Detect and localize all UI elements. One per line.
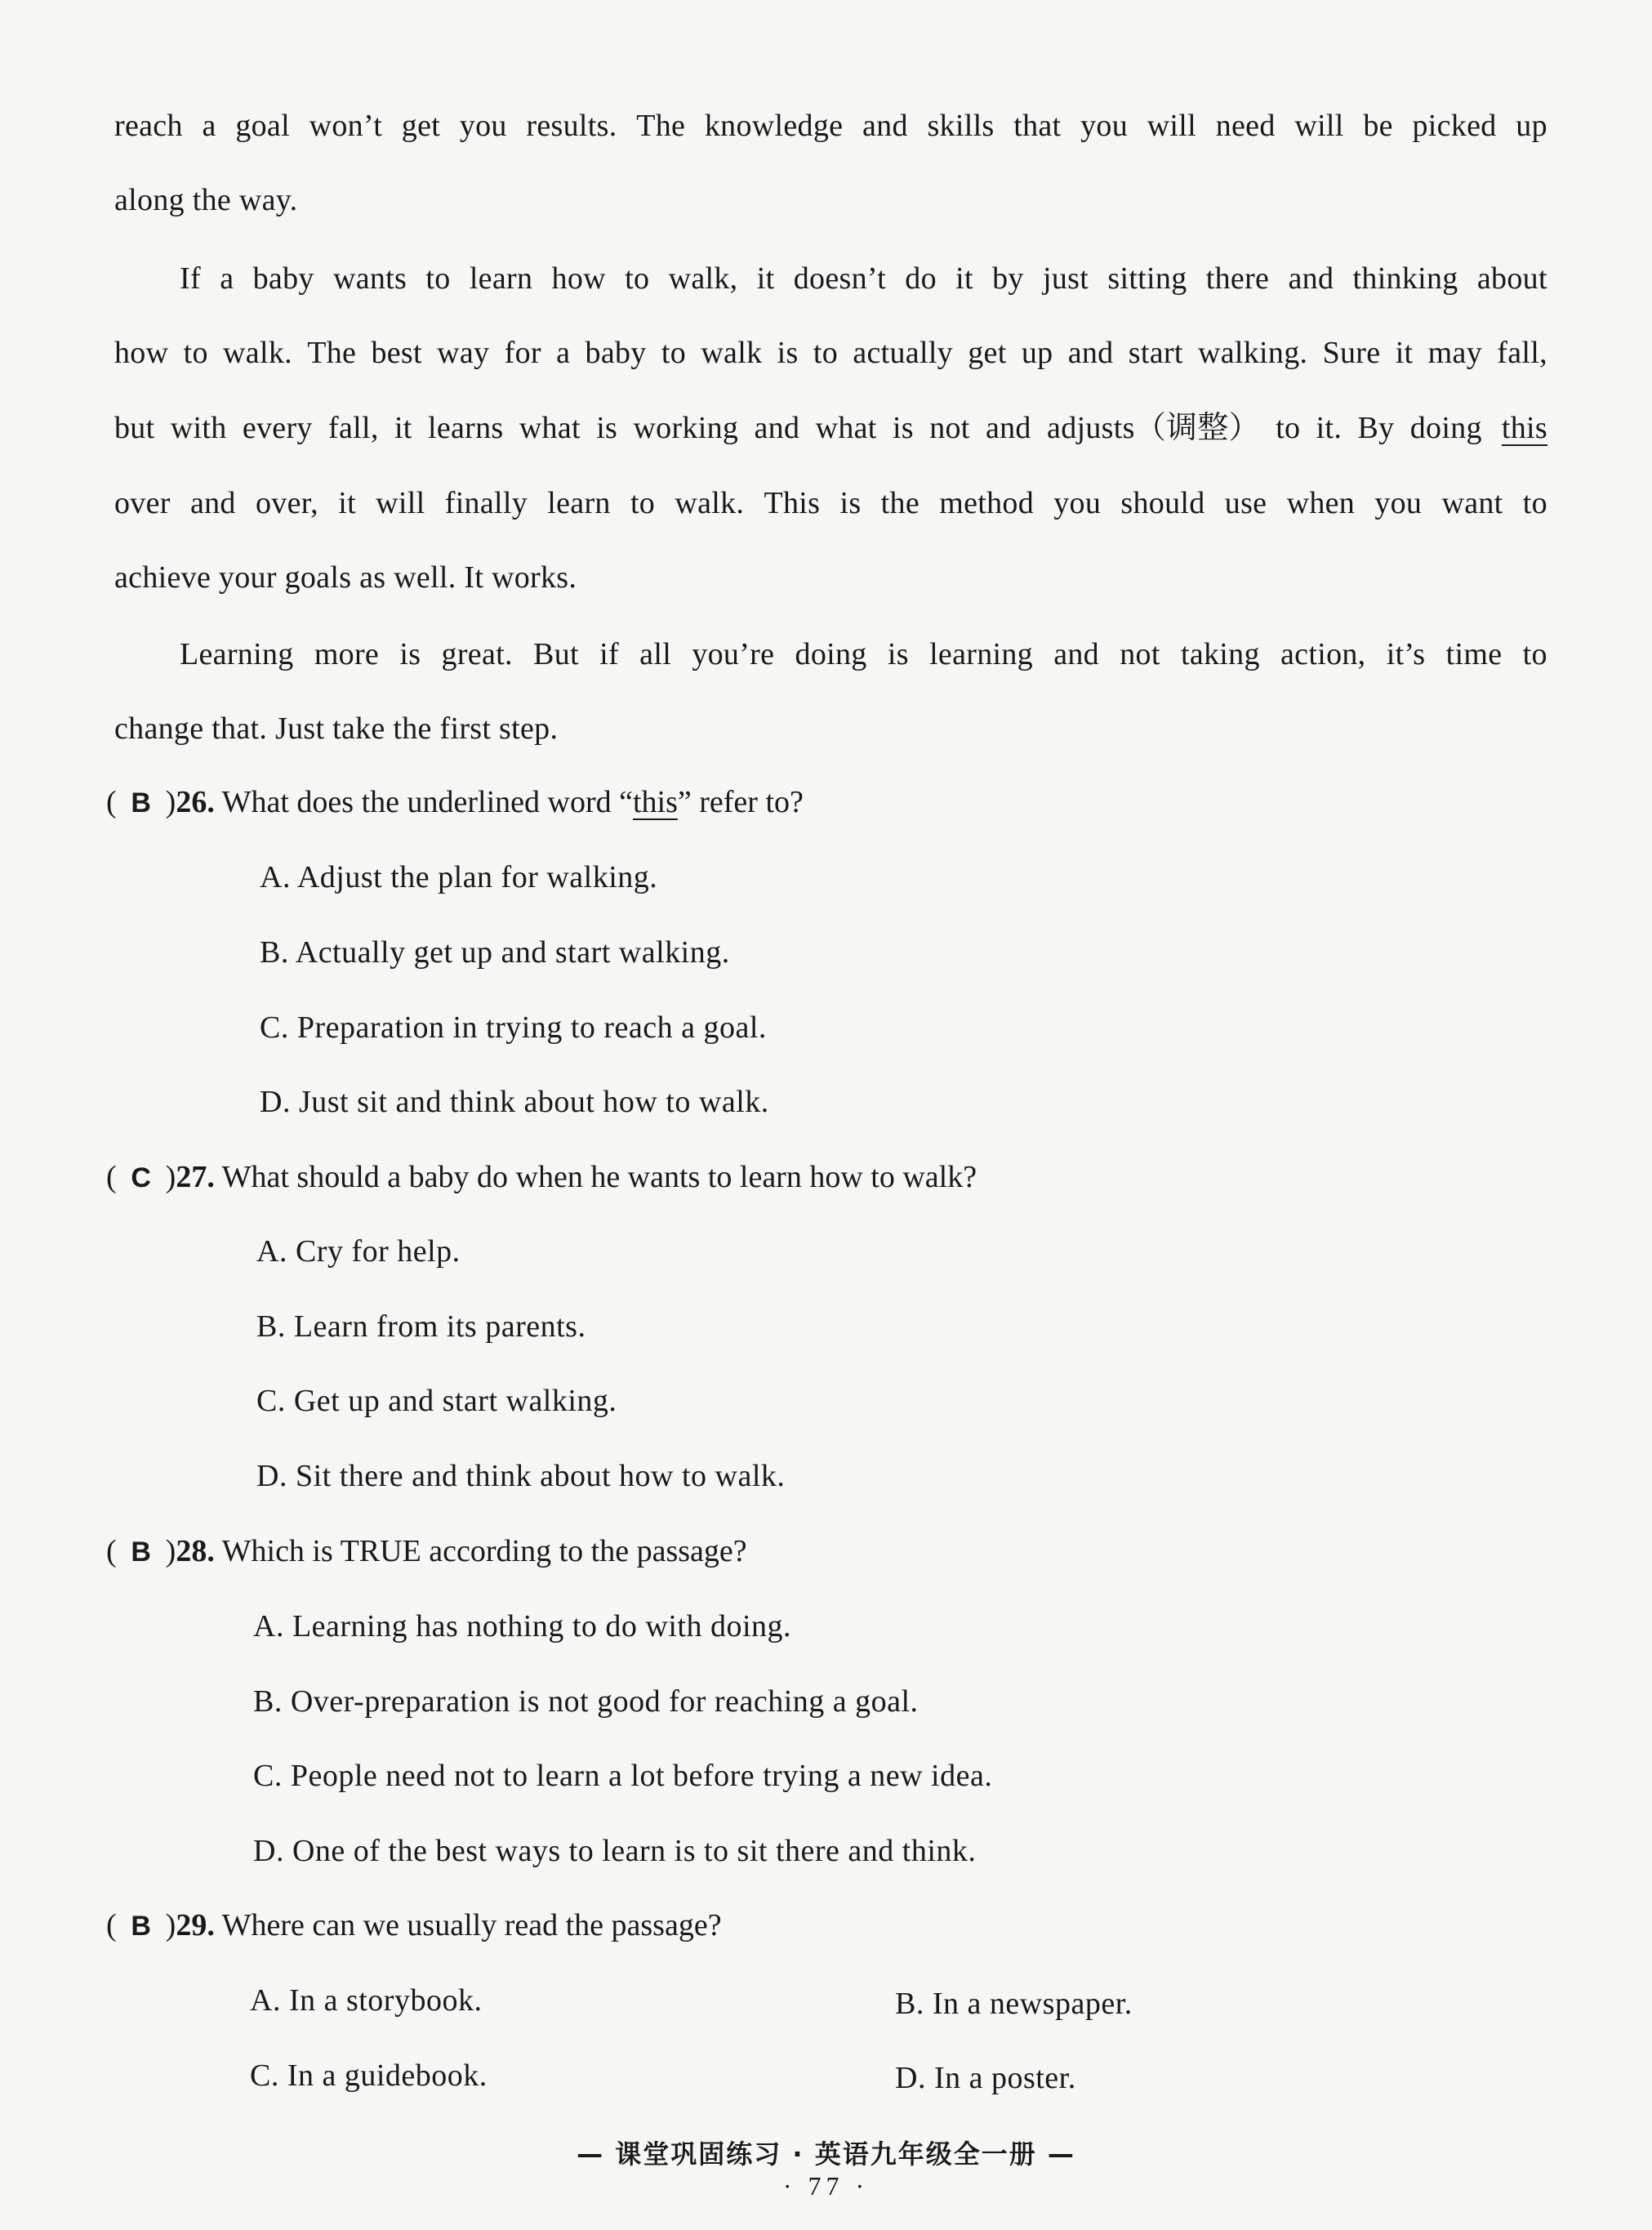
passage-word: over, [255,486,318,520]
passage-word: over [114,486,171,520]
passage-word: doesn’t [793,261,886,296]
passage-word: be [1363,109,1393,143]
passage-word: a [202,109,216,143]
passage-word: to [1522,637,1547,671]
passage-word: baby [585,336,647,370]
option-26-d: D. Just sit and think about how to walk. [260,1085,769,1119]
passage-word: to [1522,486,1547,520]
passage-word: it [1395,336,1414,370]
passage-word: to [630,486,656,520]
passage-word: you [1374,486,1423,520]
passage-word: is [892,411,914,445]
passage-word: walk, [668,261,738,296]
passage-word: need [1215,109,1276,143]
passage-line-1 [114,110,1547,141]
passage-word: when [1286,486,1356,520]
passage-word: baby [252,261,314,296]
passage-word: By [1357,411,1395,445]
passage-word: sitting [1107,261,1187,296]
passage-word: it’s [1386,637,1426,671]
passage-word: way [437,336,490,370]
question-27: ( C )27. What should a baby do when he wants to learn how to walk? [106,1160,977,1194]
passage-word: if [599,637,619,671]
answer-27: C [131,1162,151,1193]
option-29-d: D. In a poster. [895,2061,1076,2095]
passage-word: picked [1412,109,1497,143]
passage-word: Sure [1322,336,1381,370]
question-26-stem-part2: ” refer to? [677,785,804,819]
passage-word: fall, [328,411,379,445]
passage-word: wants [332,261,407,296]
page-number: · 77 · [782,2171,870,2201]
passage-word: get [401,109,441,143]
passage-word: will [1147,109,1197,143]
passage-word: about [1476,261,1547,296]
question-28-number: 28. [176,1534,215,1568]
passage-word: great. [441,637,513,671]
passage-word: to [661,336,687,370]
option-28-b: B. Over-preparation is not good for reaching a goal. [253,1684,919,1719]
answer-28: B [131,1536,151,1568]
passage-word: to [183,336,208,370]
passage-word: learning [929,637,1033,671]
passage-word: goal [235,109,290,143]
passage-line-4 [114,337,1547,368]
question-26-stem-part1: What does the underlined word “ [221,785,633,819]
passage-word: thinking [1352,261,1458,296]
passage-word: may [1427,336,1482,370]
passage-word: a [220,261,234,296]
question-26: ( B )26. What does the underlined word “this” refer to? [106,785,804,819]
passage-word: If [180,261,201,296]
passage-word: use [1224,486,1267,520]
passage-word: working [633,411,739,445]
passage-word: is [596,411,618,445]
passage-line-9: change that. Just take the first step. [114,711,559,746]
passage-word: adjusts（调整） [1047,411,1260,445]
passage-line-3 [180,263,1547,294]
underlined-word-this: this [1501,411,1547,445]
passage-word: and [189,486,236,520]
passage-word: with [170,411,227,445]
passage-word: start [1128,336,1183,370]
passage-word: by [992,261,1024,296]
question-28: ( B )28. Which is TRUE according to the passage? [106,1534,747,1568]
passage-word: all [639,637,672,671]
answer-26: B [131,787,151,818]
passage-word: what [519,411,581,445]
question-29: ( B )29. Where can we usually read the passage? [106,1908,722,1942]
passage-word: it [338,486,356,520]
question-26-underlined: this [632,785,678,819]
question-27-number: 27. [176,1160,215,1194]
passage-word: method [939,486,1035,520]
passage-word: best [371,336,422,370]
passage-word: is [399,637,421,671]
passage-word: action, [1280,637,1366,671]
passage-line-8 [180,639,1547,670]
passage-line-6 [114,488,1547,519]
passage-line-5-words [114,413,1482,444]
passage-word: finally [444,486,528,520]
question-28-stem: Which is TRUE according to the passage? [221,1534,747,1568]
passage-word: and [1053,637,1099,671]
passage-word: walk [701,336,763,370]
passage-word: is [887,637,909,671]
option-26-c: C. Preparation in trying to reach a goal. [260,1010,767,1045]
passage-word: how [114,336,169,370]
passage-word: just [1043,261,1089,296]
passage-word: This [764,486,821,520]
passage-word: walking. [1197,336,1308,370]
answer-29: B [131,1911,151,1942]
passage-word: and [985,411,1031,445]
option-27-c: C. Get up and start walking. [256,1384,617,1418]
passage-word: what [815,411,877,445]
passage-word: will [1294,109,1344,143]
passage-word: and [1288,261,1334,296]
passage-line-5 [114,413,1547,444]
passage-word: But [533,637,579,671]
passage-word: actually [853,336,953,370]
option-28-d: D. One of the best ways to learn is to sit there and think. [253,1834,977,1868]
passage-word: and [754,411,800,445]
passage-word: is [777,336,799,370]
option-29-b: B. In a newspaper. [895,1987,1133,2021]
option-29-c: C. In a guidebook. [250,2058,488,2093]
option-28-a: A. Learning has nothing to do with doing. [253,1609,792,1644]
passage-line-2: along the way. [114,183,298,217]
passage-word: learns [427,411,504,445]
passage-word: The [307,336,357,370]
footer-book-title: — 课堂巩固练习 · 英语九年级全一册 — [577,2139,1075,2170]
passage-word: time [1445,637,1503,671]
passage-word: there [1205,261,1270,296]
passage-word: you’re [692,637,775,671]
passage-word: not [929,411,970,445]
question-27-stem: What should a baby do when he wants to learn how to walk? [221,1160,977,1194]
passage-word: but [114,411,155,445]
passage-word: you [1080,109,1128,143]
option-29-a: A. In a storybook. [250,1983,483,2018]
passage-word: won’t [309,109,383,143]
passage-word: you [1053,486,1102,520]
passage-word: to [625,261,650,296]
passage-word: and [1067,336,1114,370]
question-29-number: 29. [176,1908,215,1942]
passage-word: and [862,109,908,143]
passage-word: learn [547,486,611,520]
option-27-b: B. Learn from its parents. [256,1309,586,1344]
passage-word: will [376,486,425,520]
passage-word: do [905,261,937,296]
passage-word: that [1013,109,1062,143]
passage-word: up [1516,109,1547,143]
passage-word: more [314,637,380,671]
option-27-d: D. Sit there and think about how to walk. [256,1459,786,1493]
passage-word: doing [1409,411,1482,445]
passage-word: it [394,411,412,445]
passage-word: learn [469,261,533,296]
passage-word: to [1276,411,1301,445]
passage-word: knowledge [704,109,844,143]
passage-line-7: achieve your goals as well. It works. [114,560,577,595]
passage-word: doing [795,637,867,671]
passage-word: want [1441,486,1503,520]
passage-word: the [880,486,920,520]
passage-word: it [955,261,973,296]
passage-word: it [756,261,775,296]
passage-word: not [1120,637,1160,671]
passage-word: to [425,261,451,296]
passage-word: walk. [223,336,292,370]
passage-word: reach [114,109,183,143]
passage-word: a [556,336,571,370]
passage-word: should [1120,486,1205,520]
option-26-a: A. Adjust the plan for walking. [260,860,658,894]
passage-word: walk. [675,486,745,520]
passage-word: results. [526,109,617,143]
passage-word: skills [927,109,995,143]
passage-word: it. [1316,411,1343,445]
passage-word: is [839,486,862,520]
passage-word: you [459,109,507,143]
passage-word: every [242,411,313,445]
passage-word: up [1021,336,1053,370]
passage-word: taking [1180,637,1260,671]
option-28-c: C. People need not to learn a lot before trying a new idea. [253,1759,993,1793]
question-29-stem: Where can we usually read the passage? [221,1908,722,1942]
passage-word: get [968,336,1007,370]
passage-word: Learning [180,637,294,671]
passage-word: fall, [1497,336,1547,370]
passage-word: how [551,261,606,296]
passage-word: to [813,336,839,370]
passage-word: for [504,336,541,370]
option-26-b: B. Actually get up and start walking. [260,935,730,970]
passage-word: The [636,109,686,143]
option-27-a: A. Cry for help. [256,1234,461,1269]
question-26-number: 26. [176,785,215,819]
